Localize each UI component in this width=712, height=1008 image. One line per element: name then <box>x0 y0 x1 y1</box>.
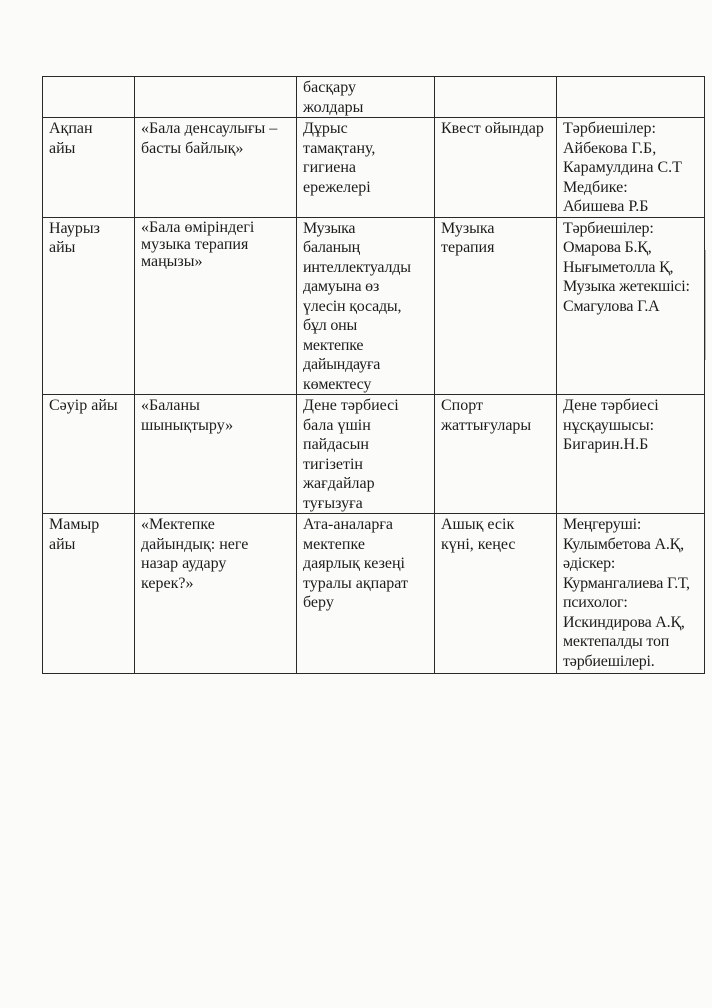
form-cell: Спорт жаттығулары <box>435 395 557 514</box>
form-cell: Музыка терапия <box>435 217 557 395</box>
table-row <box>43 395 705 514</box>
content-cell: Дене тәрбиесі бала үшін пайдасын тигізетін жағдайлар туғызуға <box>297 395 435 514</box>
responsible-cell: Меңгеруші: Кулымбетова А.Қ, әдіскер: Курмангалиева Г.Т, психолог: Искиндирова А.Қ, мектепалды топ тәрбиешілері. <box>557 514 705 674</box>
content-cell: Ата-аналарға мектепке даярлық кезеңі туралы ақпарат беру <box>297 514 435 674</box>
month-cell: Сәуір айы <box>43 395 135 514</box>
content-cell: басқару жолдары <box>297 77 435 118</box>
table-row <box>43 217 705 395</box>
responsible-cell <box>557 77 705 118</box>
event-plan-table <box>42 76 705 674</box>
form-cell: Квест ойындар <box>435 118 557 218</box>
table-row <box>43 118 705 218</box>
responsible-cell: Тәрбиешілер: Айбекова Г.Б, Карамулдина С.Т Медбике: Абишева Р.Б <box>557 118 705 218</box>
content-cell: Дұрыс тамақтану, гигиена ережелері <box>297 118 435 218</box>
scan-edge-mark <box>705 250 706 360</box>
topic-cell: «Мектепке дайындық: неге назар аудару керек?» <box>135 514 297 674</box>
month-cell <box>43 77 135 118</box>
responsible-cell: Тәрбиешілер: Омарова Б.Қ, Нығыметолла Қ, Музыка жетекшісі: Смагулова Г.А <box>557 217 705 395</box>
topic-cell: «Бала өміріндегі музыка терапия маңызы» <box>135 217 297 395</box>
month-cell: Мамыр айы <box>43 514 135 674</box>
table-row <box>43 514 705 674</box>
month-cell: Наурыз айы <box>43 217 135 395</box>
topic-cell: «Баланы шынықтыру» <box>135 395 297 514</box>
month-cell: Ақпан айы <box>43 118 135 218</box>
form-cell <box>435 77 557 118</box>
topic-cell <box>135 77 297 118</box>
topic-cell: «Бала денсаулығы – басты байлық» <box>135 118 297 218</box>
form-cell: Ашық есік күні, кеңес <box>435 514 557 674</box>
table-row <box>43 77 705 118</box>
content-cell: Музыка баланың интеллектуалды дамуына өз үлесін қосады, бұл оны мектепке дайындауға көмектесу <box>297 217 435 395</box>
responsible-cell: Дене тәрбиесі нұсқаушысы: Бигарин.Н.Б <box>557 395 705 514</box>
